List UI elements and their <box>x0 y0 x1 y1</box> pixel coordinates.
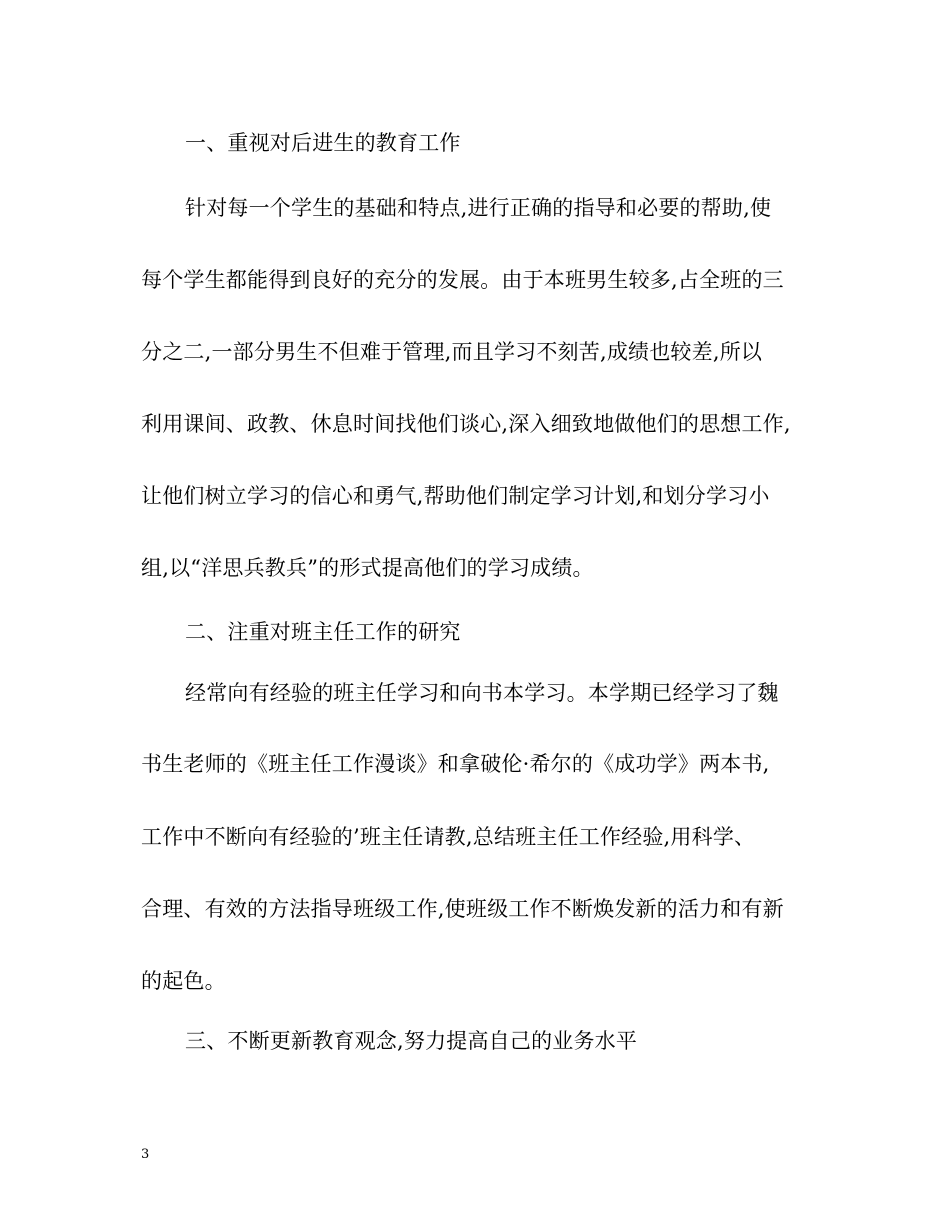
paragraph-line: 让他们树立学习的信心和勇气,帮助他们制定学习计划,和划分学习小 <box>141 484 770 508</box>
paragraph-line: 分之二,一部分男生不但难于管理,而且学习不刻苦,成绩也较差,所以 <box>141 340 763 364</box>
section-heading-1: 一、重视对后进生的教育工作 <box>185 131 461 155</box>
paragraph-line: 每个学生都能得到良好的充分的发展。由于本班男生较多,占全班的三 <box>141 268 784 292</box>
paragraph-line: 的起色。 <box>141 969 226 993</box>
paragraph-line: 利用课间、政教、休息时间找他们谈心,深入细致地做他们的思想工作, <box>141 412 791 436</box>
paragraph-line: 组,以“洋思兵教兵”的形式提高他们的学习成绩。 <box>141 556 594 580</box>
paragraph-line: 书生老师的《班主任工作漫谈》和拿破伦·希尔的《成功学》两本书, <box>141 752 770 776</box>
page-number: 3 <box>141 1147 150 1162</box>
section-heading-3: 三、不断更新教育观念,努力提高自己的业务水平 <box>185 1029 638 1053</box>
paragraph-line: 合理、有效的方法指导班级工作,使班级工作不断焕发新的活力和有新 <box>141 897 784 921</box>
paragraph-line: 工作中不断向有经验的’班主任请教,总结班主任工作经验,用科学、 <box>141 825 756 849</box>
section-heading-2: 二、注重对班主任工作的研究 <box>185 620 461 644</box>
paragraph-line: 经常向有经验的班主任学习和向书本学习。本学期已经学习了魏 <box>185 681 779 705</box>
paragraph-line: 针对每一个学生的基础和特点,进行正确的指导和必要的帮助,使 <box>185 196 772 220</box>
